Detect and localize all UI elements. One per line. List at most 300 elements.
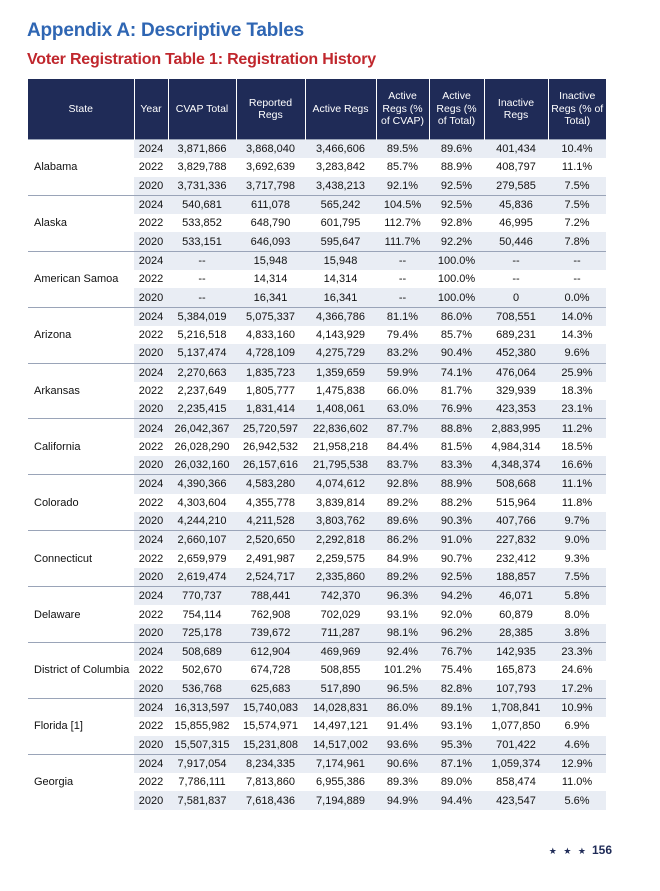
table-cell: 15,948 xyxy=(236,251,305,270)
table-cell: 26,157,616 xyxy=(236,456,305,475)
table-cell: 89.6% xyxy=(376,512,429,531)
table-cell: 3,717,798 xyxy=(236,177,305,196)
table-cell: 28,385 xyxy=(484,624,548,643)
table-cell: 2024 xyxy=(134,587,168,606)
table-cell: 83.7% xyxy=(376,456,429,475)
table-row xyxy=(28,195,606,214)
table-cell: 7,917,054 xyxy=(168,754,236,773)
table-cell: 7,194,889 xyxy=(305,791,376,809)
table-cell: 2,883,995 xyxy=(484,419,548,438)
table-cell: 92.0% xyxy=(440,608,473,621)
table-cell: 565,242 xyxy=(305,195,376,214)
table-cell: 3.8% xyxy=(548,624,606,643)
table-cell: 92.1% xyxy=(376,177,429,196)
table-cell: 3,692,639 xyxy=(246,161,295,174)
table-cell: 26,032,160 xyxy=(168,456,236,475)
table-row xyxy=(28,307,606,326)
table-cell: 2020 xyxy=(134,456,168,475)
table-cell: 26,028,290 xyxy=(174,440,230,453)
table-cell: 11.0% xyxy=(561,776,593,789)
table-cell: 689,231 xyxy=(496,329,536,342)
table-cell: 4.6% xyxy=(548,736,606,755)
table-cell: 858,474 xyxy=(496,776,536,789)
state-name-cell: Colorado xyxy=(28,475,134,531)
col-header-year: Year xyxy=(134,79,168,140)
table-cell: 7,786,111 xyxy=(178,776,226,789)
table-cell: 2020 xyxy=(134,791,168,809)
table-cell: 2022 xyxy=(138,217,164,230)
table-cell: 84.9% xyxy=(386,552,419,565)
table-cell: 2022 xyxy=(138,440,164,453)
col-header-active-pct-total: Active Regs (% of Total) xyxy=(429,79,484,140)
table-cell: 3,438,213 xyxy=(305,177,376,196)
table-cell: 14.3% xyxy=(561,329,593,342)
col-header-active-regs: Active Regs xyxy=(305,79,376,140)
table-cell: 2024 xyxy=(134,698,168,717)
table-cell: 94.4% xyxy=(429,791,484,809)
table-cell: 2020 xyxy=(134,568,168,587)
table-cell: 742,370 xyxy=(305,587,376,606)
table-cell: 89.0% xyxy=(440,776,473,789)
stars-icon: ★ ★ ★ xyxy=(548,846,588,856)
table-cell: 11.2% xyxy=(548,419,606,438)
table-cell: 3,829,788 xyxy=(177,161,227,174)
table-cell: 100.0% xyxy=(429,251,484,270)
table-cell: 4,728,109 xyxy=(236,344,305,363)
table-cell: 91.4% xyxy=(386,720,419,733)
table-cell: 2,659,979 xyxy=(177,552,227,565)
table-cell: 2022 xyxy=(138,552,164,565)
table-cell: 90.7% xyxy=(440,552,473,565)
table-cell: 7,813,860 xyxy=(246,776,295,789)
table-cell: 762,908 xyxy=(250,608,291,621)
table-cell: 16,313,597 xyxy=(168,698,236,717)
table-cell: 536,768 xyxy=(168,680,236,699)
table-cell: 16.6% xyxy=(548,456,606,475)
table-cell: 5,384,019 xyxy=(168,307,236,326)
table-cell: 4,366,786 xyxy=(305,307,376,326)
col-header-reported-regs: Reported Regs xyxy=(236,79,305,140)
table-cell: 408,797 xyxy=(496,161,536,174)
table-cell: 96.5% xyxy=(376,680,429,699)
table-cell: 74.1% xyxy=(429,363,484,382)
table-cell: 10.4% xyxy=(548,140,606,159)
table-cell: 89.5% xyxy=(376,140,429,159)
table-cell: 540,681 xyxy=(168,195,236,214)
table-cell: 82.8% xyxy=(429,680,484,699)
table-cell: 92.5% xyxy=(429,195,484,214)
table-cell: 107,793 xyxy=(484,680,548,699)
table-cell: -- xyxy=(548,251,606,270)
table-cell: 702,029 xyxy=(320,608,361,621)
registration-history-table xyxy=(28,79,606,810)
table-cell: 648,790 xyxy=(250,217,291,230)
table-title: Voter Registration Table 1: Registration History xyxy=(27,51,376,68)
state-name-cell: Alabama xyxy=(28,140,134,196)
state-name-cell: Florida [1] xyxy=(28,698,134,754)
table-cell: 2,660,107 xyxy=(168,531,236,550)
table-cell: 2024 xyxy=(134,754,168,773)
table-cell: 90.6% xyxy=(376,754,429,773)
table-cell: 754,114 xyxy=(182,608,222,621)
table-cell: 85.7% xyxy=(386,161,419,174)
table-cell: 10.9% xyxy=(548,698,606,717)
table-cell: 6.9% xyxy=(564,720,590,733)
table-cell: -- xyxy=(376,288,429,307)
table-cell: 11.8% xyxy=(561,496,593,509)
table-cell: 6,955,386 xyxy=(316,776,365,789)
table-cell: 14,028,831 xyxy=(305,698,376,717)
table-row xyxy=(28,643,606,662)
table-cell: 91.0% xyxy=(429,531,484,550)
table-cell: 88.8% xyxy=(429,419,484,438)
table-cell: 517,890 xyxy=(305,680,376,699)
table-cell: 1,475,838 xyxy=(316,385,365,397)
table-cell: 89.2% xyxy=(376,568,429,587)
state-name-cell: Delaware xyxy=(28,587,134,643)
table-cell: 8,234,335 xyxy=(236,754,305,773)
table-cell: 1,077,850 xyxy=(491,720,541,733)
table-cell: 98.1% xyxy=(376,624,429,643)
table-cell: 89.1% xyxy=(429,698,484,717)
table-cell: 9.7% xyxy=(548,512,606,531)
table-cell: 86.0% xyxy=(376,698,429,717)
table-cell: 15,231,808 xyxy=(236,736,305,755)
table-cell: 407,766 xyxy=(484,512,548,531)
table-cell: 165,873 xyxy=(496,664,536,677)
table-cell: 279,585 xyxy=(484,177,548,196)
table-cell: 3,803,762 xyxy=(305,512,376,531)
table-cell: 4,244,210 xyxy=(168,512,236,531)
table-cell: 81.7% xyxy=(440,385,473,397)
table-cell: 88.2% xyxy=(440,496,473,509)
table-cell: 21,958,218 xyxy=(312,440,369,453)
table-cell: 14.0% xyxy=(548,307,606,326)
table-cell: 423,353 xyxy=(484,400,548,419)
table-cell: 2022 xyxy=(138,385,164,397)
state-name-cell: Georgia xyxy=(28,754,134,809)
table-cell: 2020 xyxy=(134,680,168,699)
table-cell: 14,517,002 xyxy=(305,736,376,755)
table-cell: 711,287 xyxy=(305,624,376,643)
table-cell: 625,683 xyxy=(236,680,305,699)
state-name-cell: District of Columbia xyxy=(28,643,134,699)
table-cell: 2,292,818 xyxy=(305,531,376,550)
table-cell: 96.3% xyxy=(376,587,429,606)
table-cell: 15,574,971 xyxy=(242,720,299,733)
table-cell: 2020 xyxy=(134,288,168,307)
col-header-cvap-total: CVAP Total xyxy=(168,79,236,140)
table-cell: 1,708,841 xyxy=(484,698,548,717)
table-cell: 104.5% xyxy=(376,195,429,214)
table-cell: 2020 xyxy=(134,232,168,251)
table-cell: 76.9% xyxy=(429,400,484,419)
table-cell: 7,174,961 xyxy=(305,754,376,773)
table-cell: 188,857 xyxy=(484,568,548,587)
table-cell: 401,434 xyxy=(484,140,548,159)
table-cell: 84.4% xyxy=(386,440,419,453)
table-cell: 1,831,414 xyxy=(236,400,305,419)
table-cell: 2,619,474 xyxy=(168,568,236,587)
table-cell: 476,064 xyxy=(484,363,548,382)
table-cell: 2020 xyxy=(134,736,168,755)
table-cell: 4,074,612 xyxy=(305,475,376,494)
page-heading: Appendix A: Descriptive Tables xyxy=(27,20,304,41)
table-cell: 5,216,518 xyxy=(177,329,227,342)
table-cell: 701,422 xyxy=(484,736,548,755)
table-row xyxy=(28,587,606,606)
table-cell: 8.0% xyxy=(564,608,590,621)
table-cell: 76.7% xyxy=(429,643,484,662)
col-header-state: State xyxy=(28,79,134,140)
table-cell: 2024 xyxy=(134,475,168,494)
state-name-cell: Alaska xyxy=(28,195,134,251)
table-cell: 515,964 xyxy=(496,496,536,509)
table-cell: 2022 xyxy=(138,776,164,789)
table-cell: 725,178 xyxy=(168,624,236,643)
table-cell: 7.5% xyxy=(548,568,606,587)
table-cell: 89.2% xyxy=(386,496,419,509)
table-cell: 508,689 xyxy=(168,643,236,662)
table-cell: 100.0% xyxy=(437,273,476,286)
table-cell: 4,143,929 xyxy=(316,329,365,342)
table-cell: 2024 xyxy=(134,419,168,438)
table-cell: 674,728 xyxy=(250,664,291,677)
table-cell: 24.6% xyxy=(561,664,593,677)
table-cell: 14,314 xyxy=(253,273,288,286)
table-cell: 2022 xyxy=(138,329,164,342)
table-cell: 59.9% xyxy=(376,363,429,382)
table-cell: 142,935 xyxy=(484,643,548,662)
table-cell: 101.2% xyxy=(383,664,422,677)
table-cell: 16,341 xyxy=(236,288,305,307)
table-cell: 95.3% xyxy=(429,736,484,755)
table-cell: 7,581,837 xyxy=(168,791,236,809)
table-cell: 508,668 xyxy=(484,475,548,494)
table-cell: 81.1% xyxy=(376,307,429,326)
table-cell: 2022 xyxy=(138,273,164,286)
table-cell: 2022 xyxy=(138,496,164,509)
table-cell: 89.6% xyxy=(429,140,484,159)
table-cell: 1,359,659 xyxy=(305,363,376,382)
table-cell: -- xyxy=(484,251,548,270)
table-cell: 1,805,777 xyxy=(246,385,295,397)
table-cell: 25,720,597 xyxy=(236,419,305,438)
table-cell: 4,984,314 xyxy=(491,440,541,453)
state-name-cell: Arkansas xyxy=(28,363,134,419)
table-cell: 92.5% xyxy=(429,568,484,587)
table-cell: 87.1% xyxy=(429,754,484,773)
table-cell: 3,466,606 xyxy=(305,140,376,159)
table-cell: 452,380 xyxy=(484,344,548,363)
table-cell: 1,408,061 xyxy=(305,400,376,419)
table-cell: 2,235,415 xyxy=(168,400,236,419)
table-cell: 1,059,374 xyxy=(484,754,548,773)
col-header-inactive-regs: Inactive Regs xyxy=(484,79,548,140)
table-cell: 86.0% xyxy=(429,307,484,326)
table-cell: -- xyxy=(168,288,236,307)
table-cell: 3,839,814 xyxy=(316,496,365,509)
table-cell: 92.8% xyxy=(376,475,429,494)
table-cell: 63.0% xyxy=(376,400,429,419)
table-cell: 2022 xyxy=(138,608,164,621)
table-cell: 595,647 xyxy=(305,232,376,251)
table-cell: 2024 xyxy=(134,363,168,382)
table-cell: 11.1% xyxy=(548,475,606,494)
table-cell: 16,341 xyxy=(305,288,376,307)
table-cell: 2020 xyxy=(134,400,168,419)
table-cell: 50,446 xyxy=(484,232,548,251)
table-cell: 1,835,723 xyxy=(236,363,305,382)
table-cell: 89.3% xyxy=(386,776,419,789)
table-cell: 2022 xyxy=(138,161,164,174)
table-cell: 2,259,575 xyxy=(316,552,365,565)
table-cell: 66.0% xyxy=(386,385,419,397)
table-row xyxy=(28,419,606,438)
table-cell: 2020 xyxy=(134,512,168,531)
table-cell: 7.5% xyxy=(548,177,606,196)
table-cell: 469,969 xyxy=(305,643,376,662)
table-cell: 4,275,729 xyxy=(305,344,376,363)
table-cell: 26,942,532 xyxy=(242,440,299,453)
page-footer xyxy=(549,843,612,857)
table-cell: 4,303,604 xyxy=(177,496,227,509)
table-row xyxy=(28,363,606,382)
table-cell: 9.6% xyxy=(548,344,606,363)
table-cell: -- xyxy=(573,273,581,286)
table-cell: 75.4% xyxy=(440,664,473,677)
table-cell: 508,855 xyxy=(320,664,361,677)
table-cell: 86.2% xyxy=(376,531,429,550)
table-cell: -- xyxy=(376,251,429,270)
table-cell: 45,836 xyxy=(484,195,548,214)
table-cell: 4,583,280 xyxy=(236,475,305,494)
table-row xyxy=(28,698,606,717)
table-cell: 5.8% xyxy=(548,587,606,606)
table-cell: 2022 xyxy=(138,720,164,733)
table-cell: 0.0% xyxy=(548,288,606,307)
page-number: 156 xyxy=(591,843,612,857)
table-cell: 15,740,083 xyxy=(236,698,305,717)
table-cell: 96.2% xyxy=(429,624,484,643)
table-cell: 612,904 xyxy=(236,643,305,662)
table-cell: 92.4% xyxy=(376,643,429,662)
table-cell: -- xyxy=(512,273,520,286)
table-cell: 4,211,528 xyxy=(236,512,305,531)
table-cell: 329,939 xyxy=(496,385,536,397)
table-cell: 4,833,160 xyxy=(246,329,295,342)
table-cell: 15,855,982 xyxy=(174,720,230,733)
table-header-row xyxy=(28,79,606,140)
table-cell: 18.5% xyxy=(561,440,593,453)
table-cell: 2020 xyxy=(134,177,168,196)
table-cell: 5,137,474 xyxy=(168,344,236,363)
table-cell: 2020 xyxy=(134,344,168,363)
table-cell: 739,672 xyxy=(236,624,305,643)
table-cell: 2024 xyxy=(134,531,168,550)
table-cell: 83.2% xyxy=(376,344,429,363)
table-cell: 14,497,121 xyxy=(312,720,369,733)
table-cell: 12.9% xyxy=(548,754,606,773)
table-cell: 4,390,366 xyxy=(168,475,236,494)
table-cell: 92.2% xyxy=(429,232,484,251)
table-cell: 15,507,315 xyxy=(168,736,236,755)
table-row xyxy=(28,475,606,494)
table-cell: 601,795 xyxy=(320,217,361,230)
table-cell: -- xyxy=(198,273,206,286)
table-cell: 60,879 xyxy=(499,608,533,621)
col-header-active-pct-cvap: Active Regs (% of CVAP) xyxy=(376,79,429,140)
table-cell: 7.8% xyxy=(548,232,606,251)
table-cell: 94.2% xyxy=(429,587,484,606)
table-cell: 21,795,538 xyxy=(305,456,376,475)
table-cell: 646,093 xyxy=(236,232,305,251)
table-cell: 14,314 xyxy=(323,273,358,286)
table-row xyxy=(28,140,606,159)
table-cell: 22,836,602 xyxy=(305,419,376,438)
table-cell: 100.0% xyxy=(429,288,484,307)
table-cell: 87.7% xyxy=(376,419,429,438)
table-row xyxy=(28,251,606,270)
table-cell: 2024 xyxy=(134,307,168,326)
table-cell: 423,547 xyxy=(484,791,548,809)
state-name-cell: Connecticut xyxy=(28,531,134,587)
table-cell: 11.1% xyxy=(561,161,593,174)
table-cell: 94.9% xyxy=(376,791,429,809)
table-cell: 2,237,649 xyxy=(177,385,227,397)
table-cell: 2024 xyxy=(134,251,168,270)
state-name-cell: American Samoa xyxy=(28,251,134,307)
table-row xyxy=(28,754,606,773)
table-cell: 770,737 xyxy=(168,587,236,606)
table-cell: 83.3% xyxy=(429,456,484,475)
table-cell: 5.6% xyxy=(548,791,606,809)
table-cell: 2,491,987 xyxy=(246,552,295,565)
table-cell: 611,078 xyxy=(236,195,305,214)
table-cell: 92.5% xyxy=(429,177,484,196)
table-cell: 90.3% xyxy=(429,512,484,531)
table-cell: 2,335,860 xyxy=(305,568,376,587)
table-cell: 26,042,367 xyxy=(168,419,236,438)
table-cell: 2022 xyxy=(138,664,164,677)
table-cell: 7,618,436 xyxy=(236,791,305,809)
table-cell: 9.0% xyxy=(548,531,606,550)
table-cell: 3,731,336 xyxy=(168,177,236,196)
table-cell: 46,071 xyxy=(484,587,548,606)
table-cell: 93.6% xyxy=(376,736,429,755)
table-cell: 92.8% xyxy=(440,217,473,230)
table-cell: 4,348,374 xyxy=(484,456,548,475)
table-cell: 4,355,778 xyxy=(246,496,295,509)
table-cell: 17.2% xyxy=(548,680,606,699)
col-header-inactive-pct-total: Inactive Regs (% of Total) xyxy=(548,79,606,140)
table-cell: 5,075,337 xyxy=(236,307,305,326)
table-cell: 18.3% xyxy=(561,385,593,397)
table-cell: 25.9% xyxy=(548,363,606,382)
table-cell: 2,520,650 xyxy=(236,531,305,550)
table-cell: 9.3% xyxy=(564,552,590,565)
state-name-cell: California xyxy=(28,419,134,475)
table-cell: 232,412 xyxy=(496,552,536,565)
table-cell: 2024 xyxy=(134,195,168,214)
table-cell: 533,852 xyxy=(182,217,222,230)
table-cell: 111.7% xyxy=(376,232,429,251)
table-cell: 2,524,717 xyxy=(236,568,305,587)
table-cell: 3,283,842 xyxy=(316,161,365,174)
table-cell: 2024 xyxy=(134,643,168,662)
state-name-cell: Arizona xyxy=(28,307,134,363)
table-cell: 23.3% xyxy=(548,643,606,662)
